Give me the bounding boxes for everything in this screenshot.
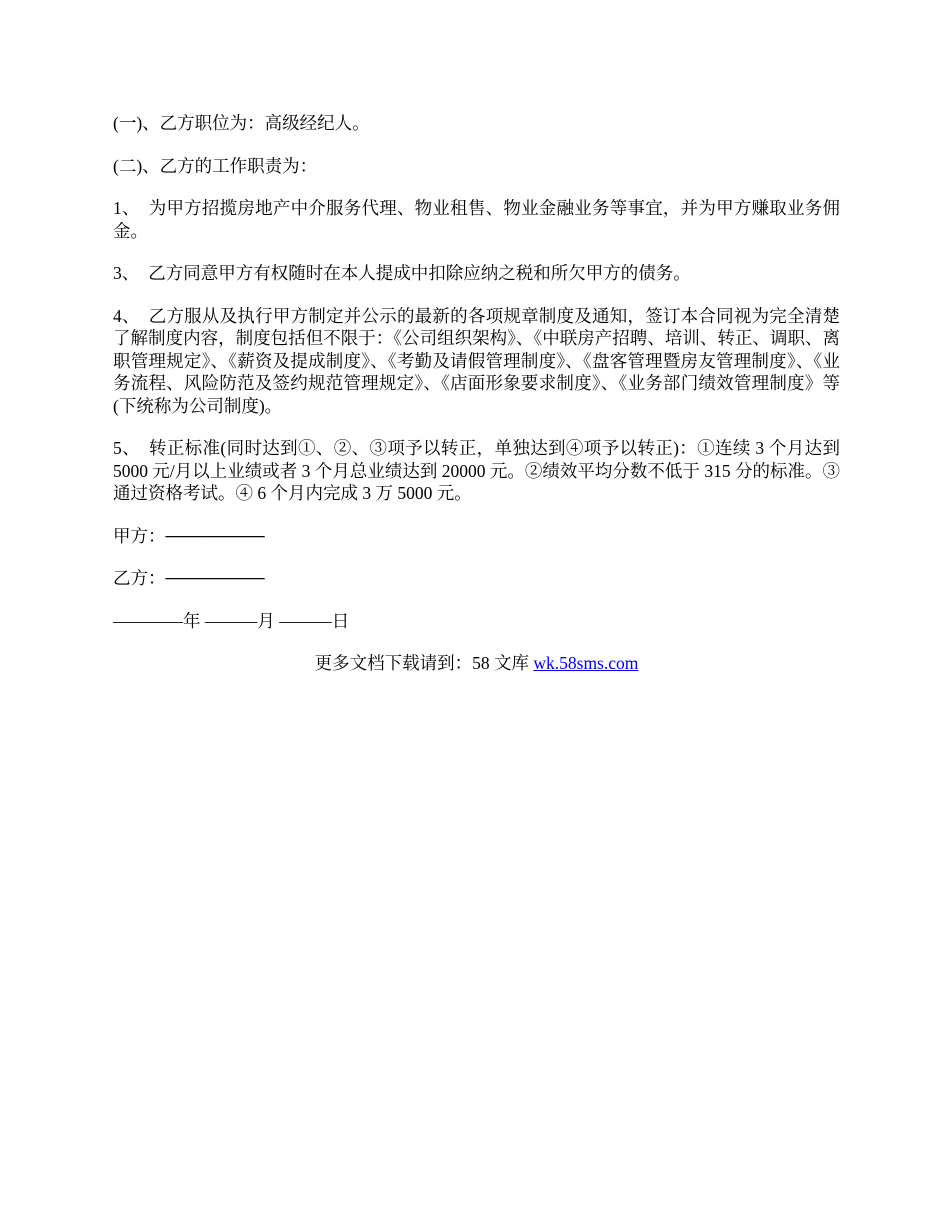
clause-5 [113, 437, 840, 505]
signature-party-b: 乙方：──────── [113, 568, 265, 588]
signature-party-a: 甲方：──────── [113, 525, 265, 546]
footer-link[interactable]: wk.58sms.com [533, 653, 639, 673]
footer-prefix: 更多文档下载请到：58 文库 [314, 653, 534, 673]
clause-position [113, 112, 840, 135]
clause-3-text: 乙方同意甲方有权随时在本人提成中扣除应纳之税和所欠甲方的债务。 [148, 263, 691, 283]
clause-position-text: (一)、乙方职位为：高级经纪人。 [113, 113, 370, 133]
clause-1-text: 为甲方招揽房地产中介服务代理、物业租售、物业金融业务等事宜，并为甲方赚取业务佣金。 [113, 198, 841, 241]
clause-4-text: 乙方服从及执行甲方制定并公示的最新的各项规章制度及通知，签订本合同视为完全清楚了解制度内容，制度包括但不限于：《公司组织架构》、《中联房产招聘、培训、转正、调职、离职管理规定》、《薪资及提成制度》、《考勤及请假管理制度》、《盘客管理暨房友管理制度》、《业务流程、风险防范及签约规范管理规定》、《店面形象要求制度》、《业务部门绩效管理制度》等(下统称为公司制度)。 [113, 305, 841, 416]
clause-duties-heading [113, 155, 840, 178]
clause-duties-heading-text: (二)、乙方的工作职责为： [113, 155, 318, 176]
download-footer [113, 652, 840, 675]
clause-1 [113, 197, 840, 242]
clause-3 [113, 262, 840, 285]
clause-4-number: 4、 [113, 305, 140, 326]
clause-5-text: 转正标准(同时达到①、②、③项予以转正，单独达到④项予以转正)：①连续 3 个月达到 5000 元/月以上业绩或者 3 个月总业绩达到 20000 元。②绩效平均分数不低于 315 分的标准。③通过资格考试。④ 6 个月内完成 3 万 5000 元。 [113, 438, 840, 503]
document-body [113, 112, 840, 675]
clause-5-number: 5、 [113, 438, 140, 458]
date-line: ————年 ———月 ———日 [113, 610, 350, 631]
clause-3-number: 3、 [113, 263, 140, 283]
clause-4 [113, 305, 840, 418]
clause-1-number: 1、 [113, 198, 140, 218]
